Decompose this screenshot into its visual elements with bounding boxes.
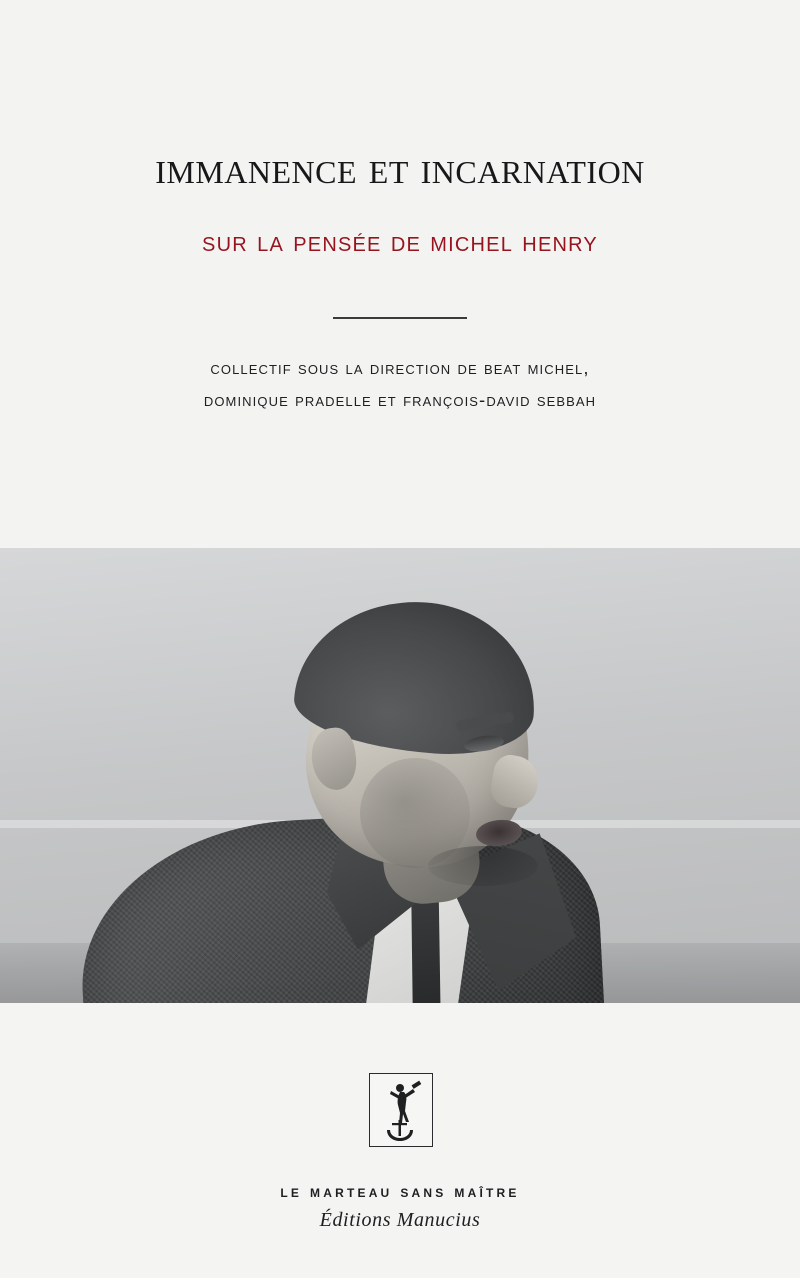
cover-subtitle: sur la pensée de michel henry	[202, 226, 598, 258]
divider	[333, 317, 467, 319]
cover-photograph	[0, 548, 800, 1003]
portrait-chin-shadow	[428, 846, 538, 886]
authors-line-2: dominique pradelle et françois-david sebbah	[203, 389, 597, 411]
cover-header	[0, 0, 800, 548]
cover-authors	[0, 352, 800, 417]
portrait-figure	[60, 588, 620, 1003]
page-title: immanence et incarnation	[155, 143, 645, 193]
publisher-logo-icon	[369, 1073, 433, 1147]
publisher-imprint	[0, 1182, 800, 1232]
authors-line-1: collectif sous la direction de beat michel,	[210, 357, 590, 378]
publisher-name: Éditions Manucius	[319, 1209, 481, 1231]
publisher-series: le marteau sans maître	[280, 1182, 520, 1201]
